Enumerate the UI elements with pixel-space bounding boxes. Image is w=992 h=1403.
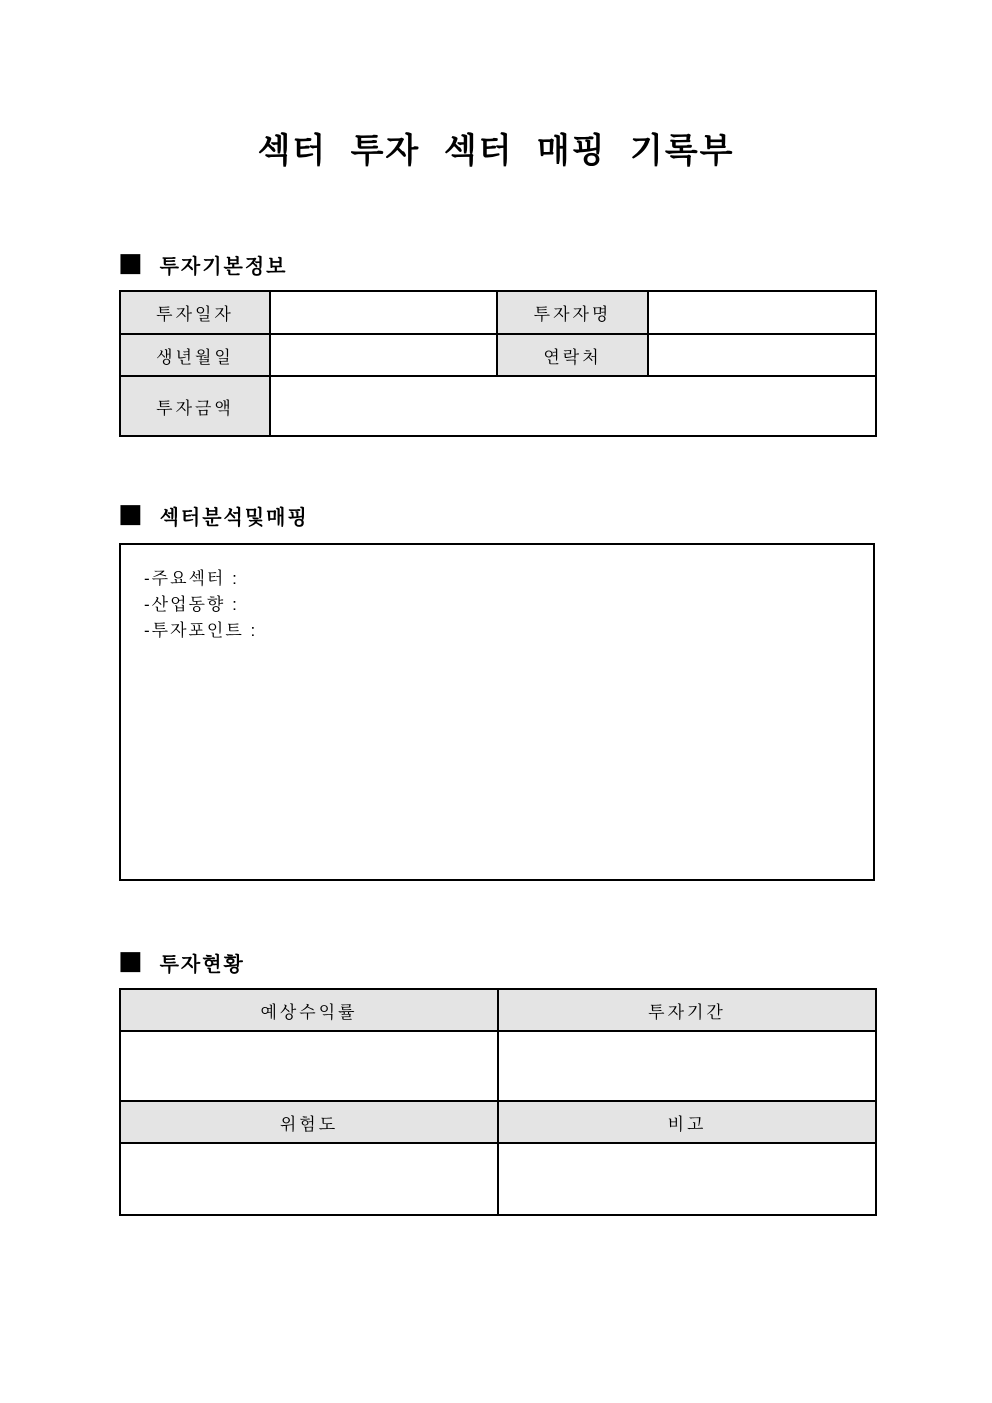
table-row [120,334,876,376]
invest-period-label: 투자기간 [498,989,876,1031]
section-title-sector-mapping: 섹터분석및매핑 [159,506,309,529]
section-marker-icon: ■ [118,248,143,278]
risk-level-label: 위험도 [120,1101,498,1143]
investor-name-field[interactable] [648,291,876,334]
risk-level-field[interactable] [120,1143,498,1215]
table-row [120,1143,876,1215]
document-title: 섹터 투자 섹터 매핑 기록부 [257,132,735,170]
invest-amount-label: 투자금액 [120,376,270,436]
table-row [120,291,876,334]
table-row [120,1101,876,1143]
invest-date-field[interactable] [270,291,497,334]
section-heading-sector-mapping [118,500,309,530]
table-row [120,376,876,436]
invest-date-label: 투자일자 [120,291,270,334]
section-title-invest-status: 투자현황 [159,953,245,976]
remarks-label: 비고 [498,1101,876,1143]
remarks-field[interactable] [498,1143,876,1215]
section-marker-icon: ■ [118,499,143,529]
section-marker-icon: ■ [118,946,143,976]
section-heading-invest-status [118,947,245,977]
expected-return-field[interactable] [120,1031,498,1101]
table-row [120,1031,876,1101]
table-row [120,989,876,1031]
birth-date-field[interactable] [270,334,497,376]
invest-amount-field[interactable] [270,376,876,436]
invest-period-field[interactable] [498,1031,876,1101]
expected-return-label: 예상수익률 [120,989,498,1031]
investor-name-label: 투자자명 [497,291,648,334]
analysis-line-main-sector: -주요섹터 : [144,569,239,588]
birth-date-label: 생년월일 [120,334,270,376]
section-heading-basic-info [118,249,288,279]
invest-status-table [119,988,877,1216]
analysis-line-industry-trend: -산업동향 : [144,595,239,614]
basic-info-table [119,290,877,437]
contact-label: 연락처 [497,334,648,376]
contact-field[interactable] [648,334,876,376]
analysis-line-invest-point: -투자포인트 : [144,621,258,640]
sector-analysis-box[interactable] [119,543,875,881]
section-title-basic-info: 투자기본정보 [159,255,288,278]
